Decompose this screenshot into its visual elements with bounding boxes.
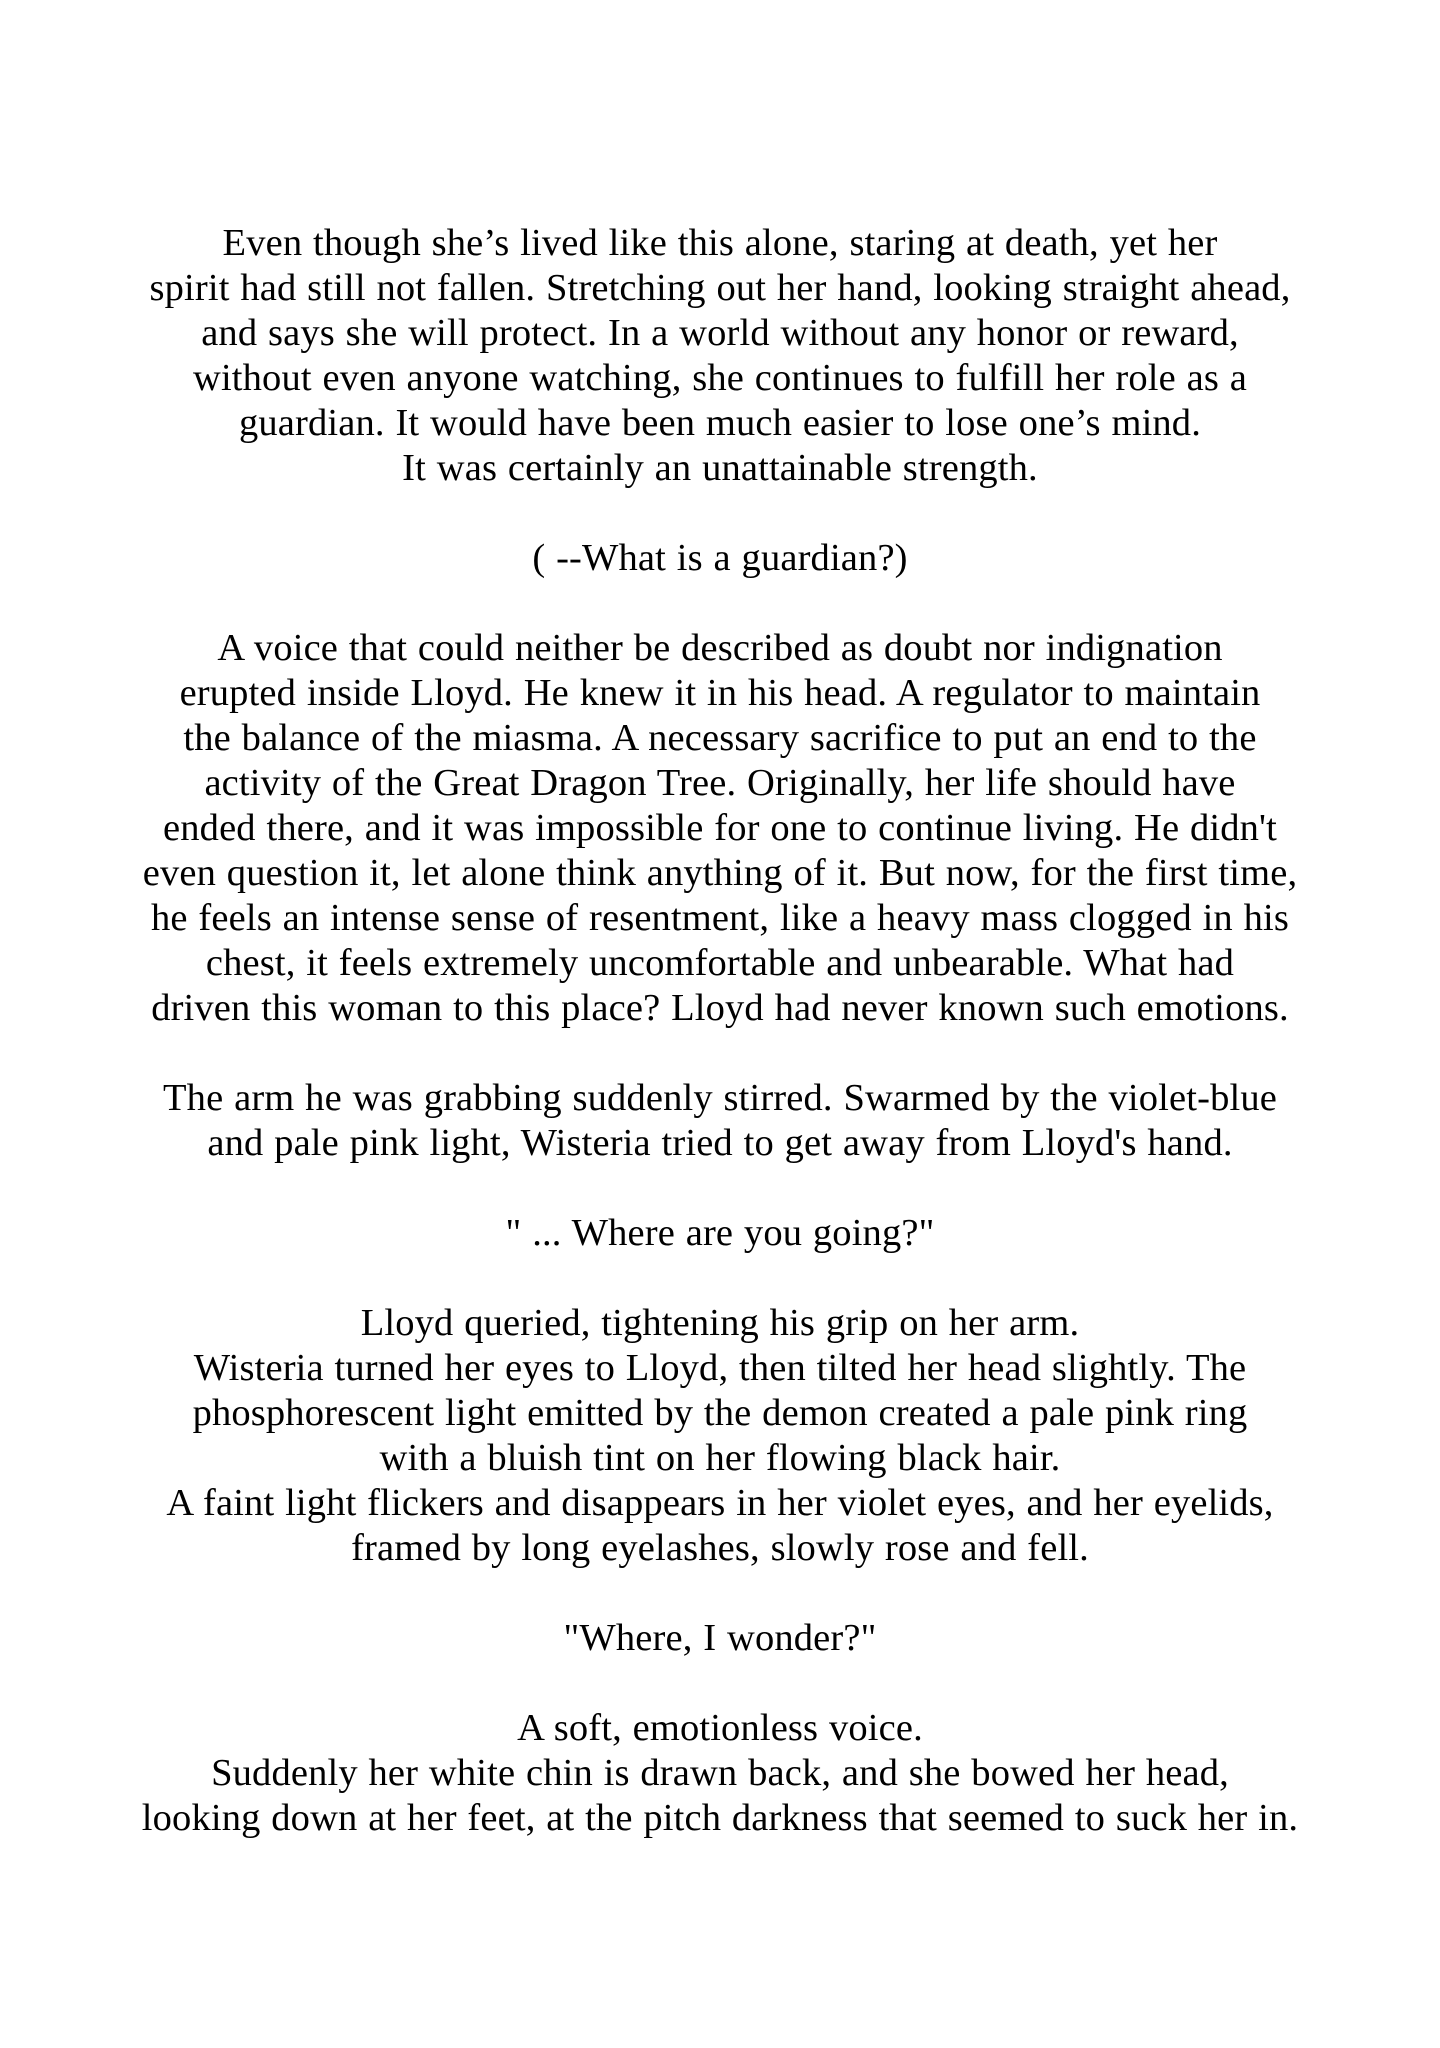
text-line: ( --What is a guardian?) [532,537,908,579]
text-line: the balance of the miasma. A necessary sacrifice to put an end to the [183,717,1257,759]
paragraph-spacer [0,1661,1440,1706]
text-line: erupted inside Lloyd. He knew it in his head. A regulator to maintain [179,672,1261,714]
text-line: Suddenly her white chin is drawn back, and she bowed her head, [211,1752,1229,1794]
text-line: guardian. It would have been much easier to lose one’s mind. [239,402,1201,444]
paragraph-guardian-reflection [0,221,1440,491]
paragraph-lloyd-resentment [0,626,1440,1031]
paragraph-spacer [0,1166,1440,1211]
paragraph-spacer [0,1571,1440,1616]
text-line: framed by long eyelashes, slowly rose and fell. [351,1527,1089,1569]
text-line: and pale pink light, Wisteria tried to get away from Lloyd's hand. [207,1122,1233,1164]
text-line: looking down at her feet, at the pitch darkness that seemed to suck her in. [141,1797,1299,1839]
text-line: The arm he was grabbing suddenly stirred. Swarmed by the violet-blue [163,1077,1277,1119]
text-line: even question it, let alone think anything of it. But now, for the first time, [142,852,1298,894]
text-line: phosphorescent light emitted by the demon created a pale pink ring [192,1392,1248,1434]
text-line: A soft, emotionless voice. [517,1707,923,1749]
text-line: Lloyd queried, tightening his grip on her arm. [360,1302,1080,1344]
dialogue-line: " ... Where are you going?" [505,1212,935,1254]
text-line: It was certainly an unattainable strength. [402,447,1038,489]
text-line: he feels an intense sense of resentment, like a heavy mass clogged in his [151,897,1289,939]
text-line: without even anyone watching, she continues to fulfill her role as a [193,357,1247,399]
paragraph-dialogue-where-wonder [0,1616,1440,1661]
paragraph-dialogue-where-going [0,1211,1440,1256]
paragraph-spacer [0,581,1440,626]
text-line: and says she will protect. In a world without any honor or reward, [201,312,1239,354]
paragraph-arm-stirred [0,1076,1440,1166]
text-line: with a bluish tint on her flowing black hair. [379,1437,1061,1479]
document-page [0,221,1440,1841]
text-line: spirit had still not fallen. Stretching out her hand, looking straight ahead, [149,267,1291,309]
text-line: ended there, and it was impossible for one to continue living. He didn't [163,807,1277,849]
dialogue-line: "Where, I wonder?" [563,1617,877,1659]
text-line: A faint light flickers and disappears in her violet eyes, and her eyelids, [166,1482,1274,1524]
paragraph-inner-question [0,536,1440,581]
paragraph-spacer [0,491,1440,536]
text-line: driven this woman to this place? Lloyd had never known such emotions. [151,987,1289,1029]
paragraph-wisteria-description [0,1301,1440,1571]
text-line: A voice that could neither be described as doubt nor indignation [217,627,1223,669]
paragraph-soft-voice [0,1706,1440,1841]
paragraph-spacer [0,1031,1440,1076]
paragraph-spacer [0,1256,1440,1301]
text-line: chest, it feels extremely uncomfortable and unbearable. What had [205,942,1235,984]
text-line: Even though she’s lived like this alone, staring at death, yet her [222,222,1218,264]
text-line: Wisteria turned her eyes to Lloyd, then tilted her head slightly. The [193,1347,1247,1389]
text-line: activity of the Great Dragon Tree. Originally, her life should have [204,762,1236,804]
